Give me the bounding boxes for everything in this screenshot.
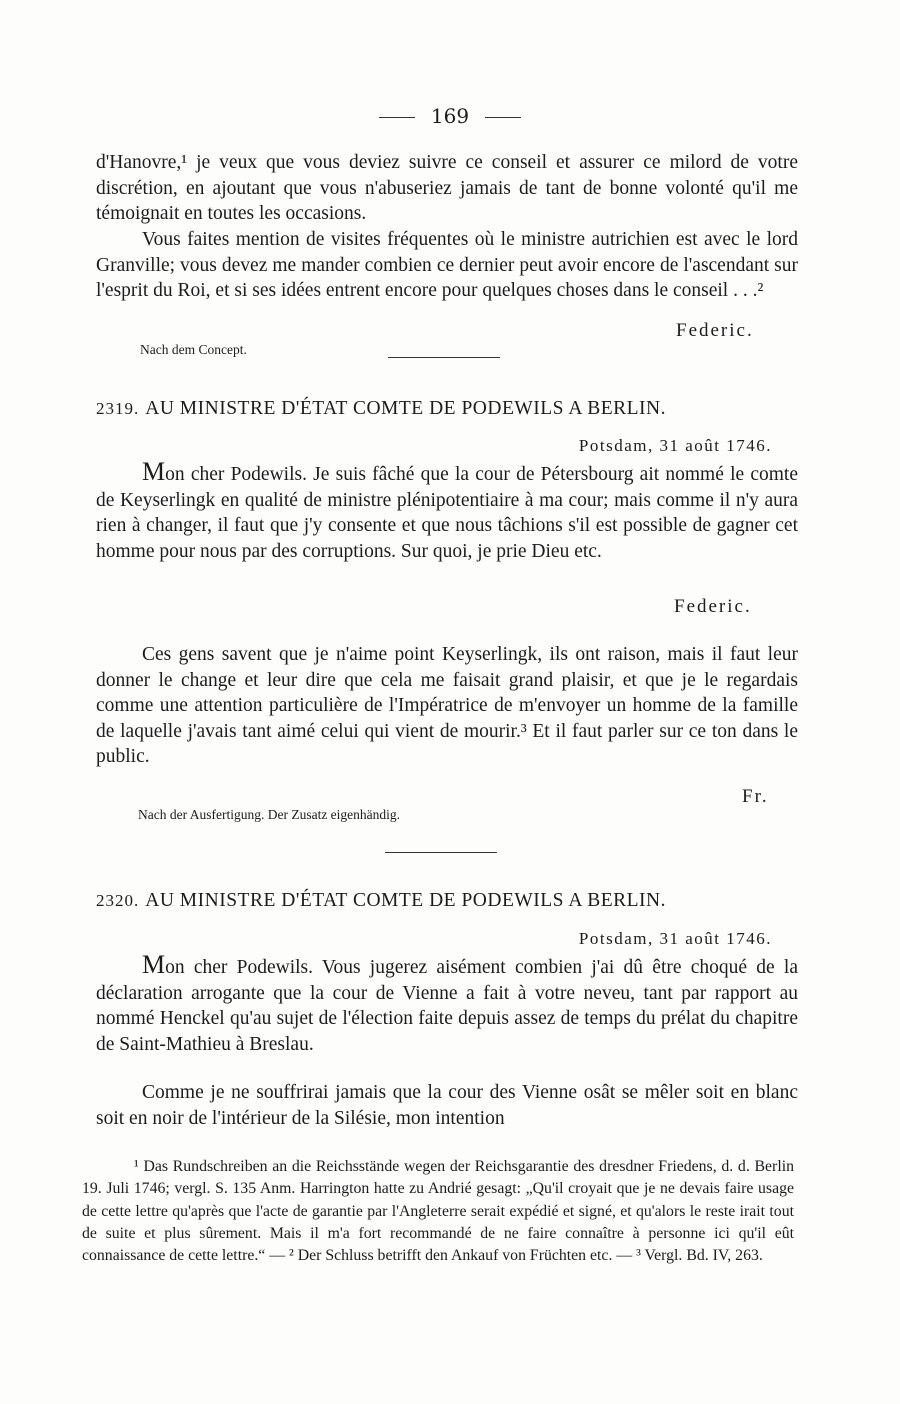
section-divider-2 xyxy=(385,852,497,853)
letter-2320-paragraph-1: Mon cher Podewils. Vous jugerez aisément combien j'ai dû être choqué de la déclaration arrogante que la cour de Vienne a fait à votre neveu, tant par rapport au nommé Henckel qu'au sujet de l'élection faite depuis assez de temps du prélat du chapitre de Saint-Mathieu à Breslau. xyxy=(96,950,798,1055)
source-note-2: Nach der Ausfertigung. Der Zusatz eigenhändig. xyxy=(138,807,401,822)
letter-2320-title: AU MINISTRE D'ÉTAT COMTE DE PODEWILS A BERLIN. xyxy=(145,890,666,911)
page-number: 169 xyxy=(430,104,470,128)
letter-2320-heading xyxy=(96,890,816,912)
header-dash-right xyxy=(485,117,521,118)
continuation-paragraph-2: Vous faites mention de visites fréquentes où le ministre autrichien est avec le lord Granville; vous devez me mander combien ce dernier peut avoir encore de l'ascendant sur l'esprit du Roi, et si ses idées entrent encore pour quelques choses dans le conseil . . .² xyxy=(96,229,798,301)
letter-2319-heading xyxy=(96,398,816,420)
footnotes: ¹ Das Rundschreiben an die Reichsstände wegen der Reichsgarantie des dresdner Friedens, d. d. Berlin 19. Juli 1746; vergl. S. 135 Anm. Harrington hatte zu Andrié gesagt: „Qu'il croyait que je ne devais faire usage de cette lettre qu'après que l'acte de garantie par l'Angleterre serait expédié et signé, et qu'alors le reste irait tout de suite et plus sûrement. Mais il m'a fort recommandé de ne faire connaître à personne ici qu'il eût connaissance de cette lettre.“ — ² Der Schluss betrifft den Ankauf von Früchten etc. — ³ Vergl. Bd. IV, 263. xyxy=(82,1158,794,1265)
signature-fr: Fr. xyxy=(742,786,769,807)
signature-federic-2: Federic. xyxy=(674,596,752,617)
letter-2319-paragraph-1: Mon cher Podewils. Je suis fâché que la cour de Pétersbourg ait nommé le comte de Keyserlingk en qualité de ministre plénipotentiaire à ma cour; mais comme il n'y aura rien à changer, il faut que j'y consente et que nous tâchions s'il est possible de gagner cet homme pour nous par des corruptions. Sur quoi, je prie Dieu etc. xyxy=(96,457,798,562)
letter-2320-number: 2320. xyxy=(96,891,140,910)
letter-2319-number: 2319. xyxy=(96,399,140,418)
header-dash-left xyxy=(379,117,415,118)
letter-2320-dateline: Potsdam, 31 août 1746. xyxy=(578,929,772,948)
letter-2319-title: AU MINISTRE D'ÉTAT COMTE DE PODEWILS A BERLIN. xyxy=(145,398,666,419)
letter-2319-postscript: Ces gens savent que je n'aime point Keyserlingk, ils ont raison, mais il faut leur donner le change et leur dire que cela me faisait grand plaisir, et que je le regardais comme une attention particulière de l'Impératrice de m'envoyer un homme de la famille de laquelle j'avais tant aimé celui qui vient de mourir.³ Et il faut parler sur ce ton dans le public. xyxy=(96,644,798,767)
letter-2320-paragraph-2: Comme je ne souffrirai jamais que la cour des Vienne osât se mêler soit en blanc soit en noir de l'intérieur de la Silésie, mon intention xyxy=(96,1082,798,1129)
page-header xyxy=(0,104,900,128)
source-note-1: Nach dem Concept. xyxy=(140,342,247,357)
section-divider-1 xyxy=(388,357,500,358)
letter-2319-dateline: Potsdam, 31 août 1746. xyxy=(578,436,772,455)
signature-federic-1: Federic. xyxy=(676,320,754,341)
continuation-paragraph-1: d'Hanovre,¹ je veux que vous deviez suivre ce conseil et assurer ce milord de votre discrétion, en ajoutant que vous n'abuseriez jamais de tant de bonne volonté qu'il me témoignait en toutes les occasions. xyxy=(96,152,798,224)
